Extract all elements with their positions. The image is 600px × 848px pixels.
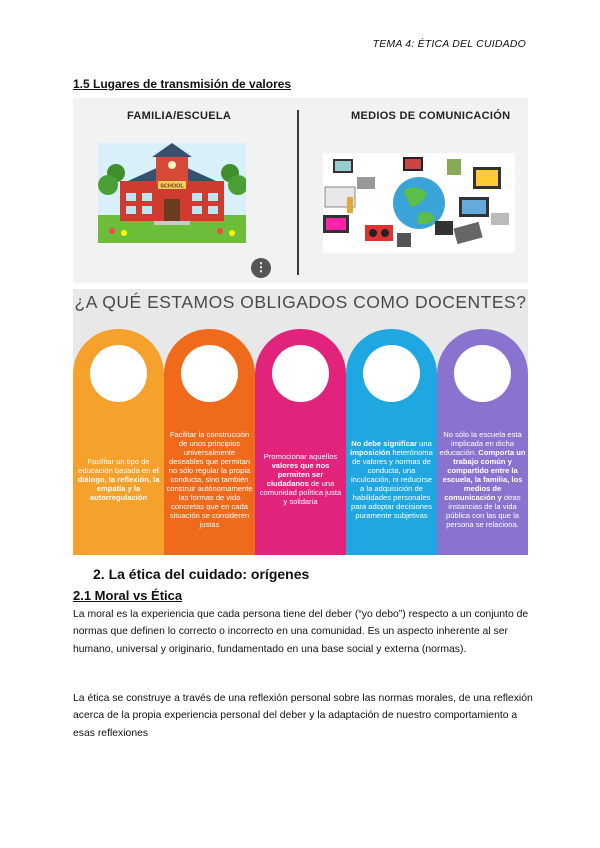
card-circle — [90, 345, 147, 402]
ethics-paragraph: La ética se construye a través de una reflexión personal sobre las normas morales, de una reflexión acerca de la propia experiencia personal del deber y la adaptación de nuestro comportamiento a esas reflexiones — [73, 693, 533, 739]
card-text: No debe significar una imposición heterónoma de valores y normas de conducta, una inculcación, ni reducirse a la adquisición de habilidades personales para adoptar decisiones puramente subjetivas — [350, 438, 433, 520]
card-circle — [272, 345, 329, 402]
card-text: Facilitar un tipo de educación basada en el diálogo, la reflexión, la empatía y la autorregulación — [77, 456, 160, 502]
card-circle — [454, 345, 511, 402]
section-2-title: 2. La ética del cuidado: orígenes — [93, 566, 310, 582]
card-circle — [181, 345, 238, 402]
school-sign: SCHOOL — [160, 183, 184, 190]
card-text: No sólo la escuela está implicada en dicha educación. Comporta un trabajo común y compartido entre la escuela, la familia, los medios de comunicación y otras instancias de la vida pública con las que la persona se relaciona. — [439, 429, 526, 529]
media-communication-title: MEDIOS DE COMUNICACIÓN — [351, 110, 511, 122]
section-2-1-title: 2.1 Moral vs Ética — [73, 588, 183, 603]
family-school-title: FAMILIA/ESCUELA — [127, 110, 232, 122]
media-collage-illustration — [323, 153, 515, 253]
obligation-card-no-imposition — [346, 329, 437, 555]
transmission-places-image — [73, 98, 528, 283]
obligation-card-principles — [164, 329, 255, 555]
teacher-obligations-infographic — [73, 289, 528, 555]
obligation-card-dialogue — [73, 329, 164, 555]
divider-line — [297, 110, 299, 275]
card-circle — [363, 345, 420, 402]
card-text: Facilitar la construcción de unos principios universalmente deseables que permitan no sólo regular la propia conducta, sino también construir autónomamente las formas de vida concretas que en cada situación se consideren justas — [166, 429, 253, 529]
section-1-5-title: 1.5 Lugares de transmisión de valores — [73, 77, 292, 91]
page-header: TEMA 4: ÉTICA DEL CUIDADO — [372, 38, 526, 50]
card-text: Promocionar aquellos valores que nos permiten ser ciudadanos de una comunidad política justa y solidaria — [259, 452, 342, 506]
obligation-card-shared-work — [437, 329, 528, 555]
school-illustration — [98, 143, 246, 243]
more-options-button[interactable]: ⋮ — [251, 258, 271, 278]
obligations-title: ¿A QUÉ ESTAMOS OBLIGADOS COMO DOCENTES? — [74, 292, 527, 312]
moral-paragraph: La moral es la experiencia que cada persona tiene del deber (“yo debo”) respecto a un conjunto de normas que definen lo correcto o incorrecto en una comunidad. Es un aspecto inherente al ser humano, universal y originario, fundamentado en una base social y externa (normas). — [73, 609, 529, 655]
obligation-card-citizens — [255, 329, 346, 555]
